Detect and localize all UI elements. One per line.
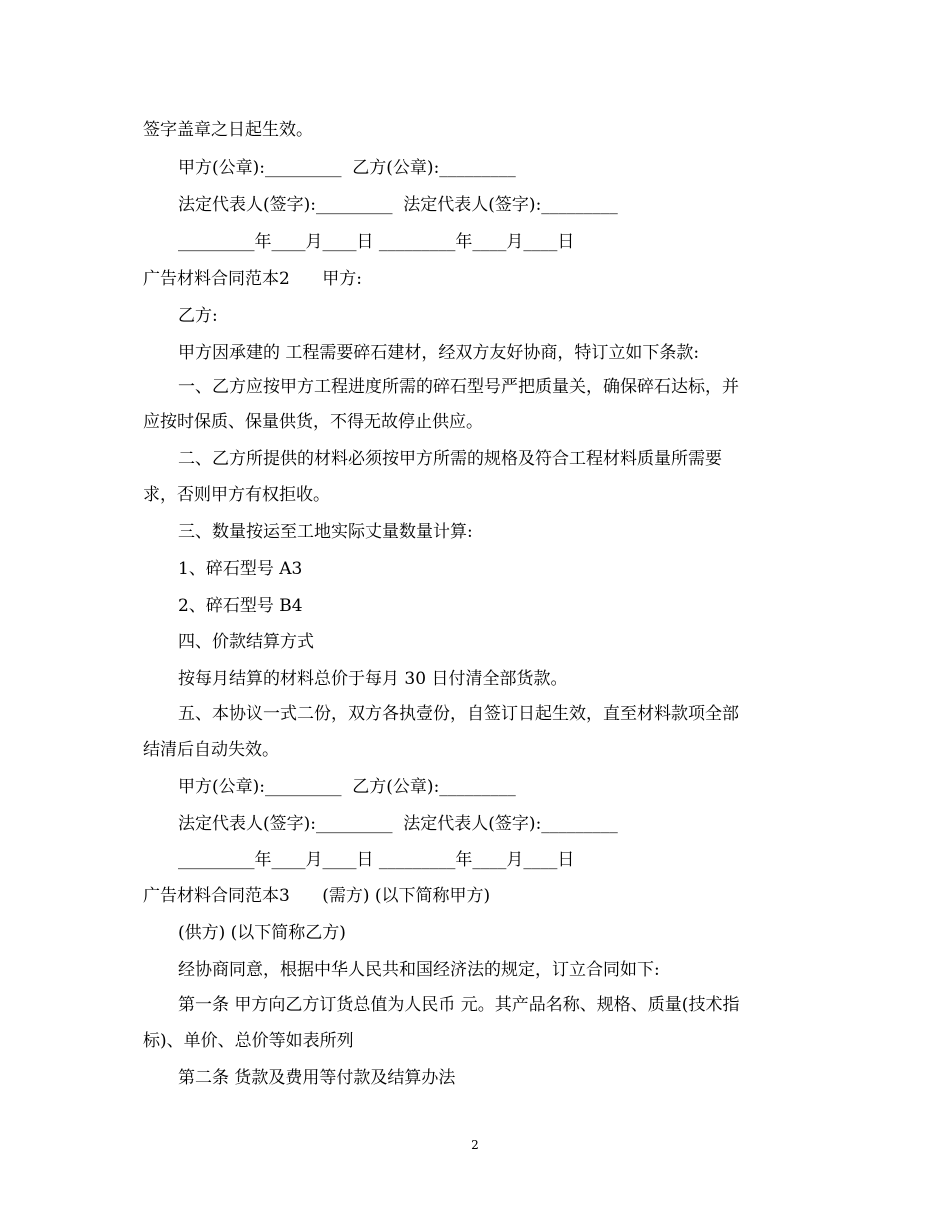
- text-line: 2、碎石型号 B4: [178, 596, 303, 616]
- section-heading: 广告材料合同范本3 (需方) (以下简称甲方): [143, 886, 491, 906]
- text-line: 四、价款结算方式: [178, 632, 314, 652]
- text-line: 标)、单价、总价等如表所列: [143, 1031, 354, 1051]
- text-line: 甲方因承建的 工程需要碎石建材，经双方友好协商，特订立如下条款:: [178, 343, 700, 363]
- text-line: _________年____月____日 _________年____月____日: [178, 232, 575, 252]
- text-line: 乙方:: [178, 306, 218, 326]
- text-line: 签字盖章之日起生效。: [143, 120, 313, 140]
- text-line: 法定代表人(签字):_________ 法定代表人(签字):_________: [178, 195, 618, 215]
- text-line: 第二条 货款及费用等付款及结算办法: [178, 1068, 456, 1088]
- text-line: 1、碎石型号 A3: [178, 559, 303, 579]
- text-line: _________年____月____日 _________年____月____日: [178, 850, 575, 870]
- text-line: 结清后自动失效。: [143, 740, 279, 760]
- text-line: 一、乙方应按甲方工程进度所需的碎石型号严把质量关，确保碎石达标，并: [178, 377, 739, 397]
- text-line: 求，否则甲方有权拒收。: [143, 485, 330, 505]
- text-line: 第一条 甲方向乙方订货总值为人民币 元。其产品名称、规格、质量(技术指: [178, 995, 740, 1015]
- text-line: (供方) (以下简称乙方): [178, 923, 346, 943]
- page-number: 2: [471, 1138, 479, 1152]
- text-line: 五、本协议一式二份，双方各执壹份，自签订日起生效，直至材料款项全部: [178, 704, 739, 724]
- text-line: 三、数量按运至工地实际丈量数量计算:: [178, 522, 473, 542]
- text-line: 甲方(公章):_________ 乙方(公章):_________: [178, 158, 516, 178]
- section-heading: 广告材料合同范本2 甲方:: [143, 269, 362, 289]
- text-line: 甲方(公章):_________ 乙方(公章):_________: [178, 777, 516, 797]
- text-line: 经协商同意，根据中华人民共和国经济法的规定，订立合同如下:: [178, 960, 660, 980]
- text-line: 法定代表人(签字):_________ 法定代表人(签字):_________: [178, 814, 618, 834]
- text-line: 二、乙方所提供的材料必须按甲方所需的规格及符合工程材料质量所需要: [178, 449, 722, 469]
- text-line: 应按时保质、保量供货，不得无故停止供应。: [143, 412, 483, 432]
- text-line: 按每月结算的材料总价于每月 30 日付清全部货款。: [178, 669, 568, 689]
